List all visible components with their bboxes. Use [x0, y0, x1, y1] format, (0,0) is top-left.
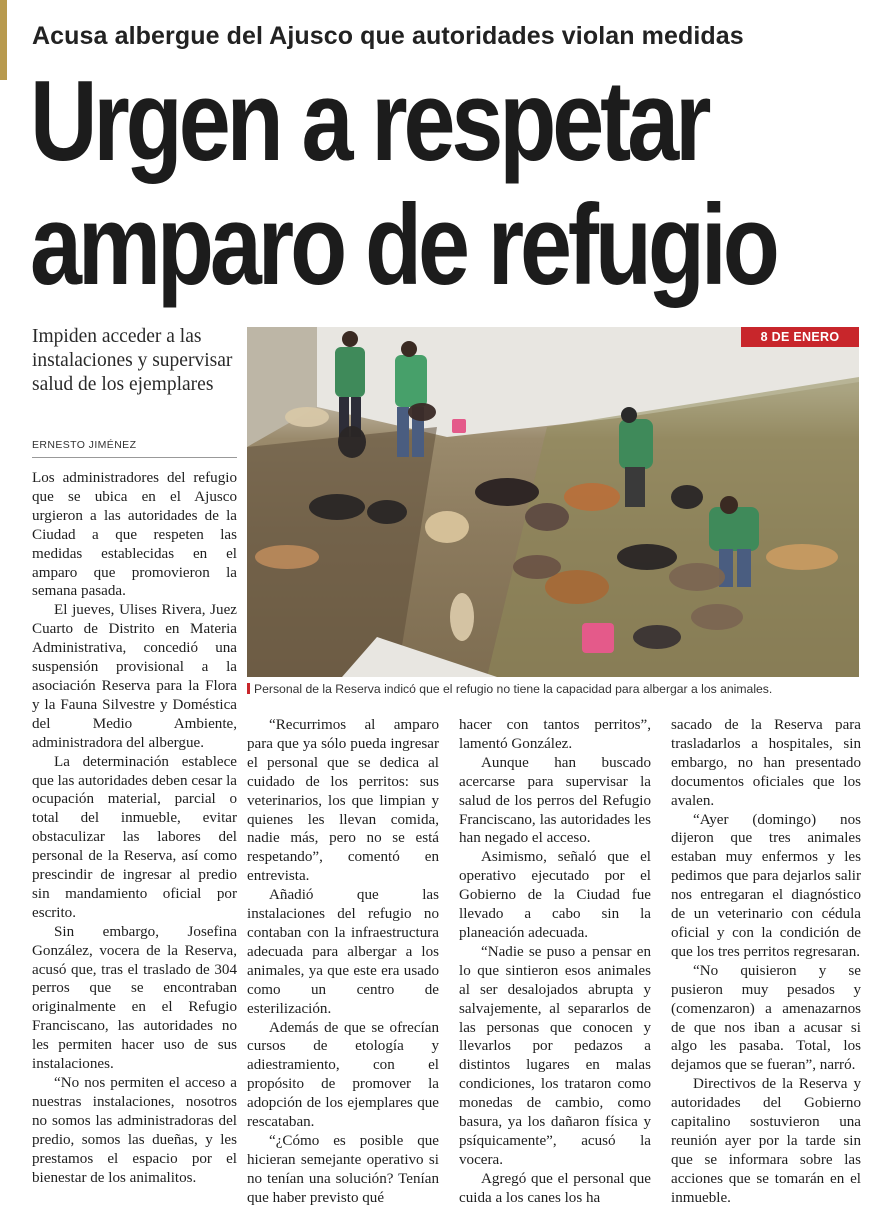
article-column-2: [247, 716, 439, 1208]
paragraph: El jueves, Ulises Rivera, Juez Cuarto de Distrito en Materia Administrativa, concedió una suspensión provisional a la asociación Reserva para la Flora y la Fauna Silvestre y Doméstica del Medio Ambiente, administradora del albergue.: [32, 602, 237, 751]
edge-accent-bar: [0, 0, 7, 80]
photo-illustration: [247, 327, 859, 677]
photo-caption: [247, 682, 867, 696]
date-badge: 8 DE ENERO: [741, 327, 859, 347]
caption-marker: [247, 683, 250, 694]
paragraph: “Ayer (domingo) nos dijeron que tres animales estaban muy enfermos y les pedimos que para dejarlos salir nos entregaran el diagnóstico de un veterinario con cédula oficial y con la condición de que los tres perritos regresaran.: [671, 811, 861, 960]
headline: [30, 58, 776, 309]
paragraph: hacer con tantos perritos”, lamentó González.: [459, 717, 651, 752]
paragraph: Además de que se ofrecían cursos de etología y adiestramiento, con el propósito de promover la adopción de los ejemplares que rescataban.: [247, 1019, 439, 1131]
paragraph: Agregó que el personal que cuida a los canes los ha: [459, 1170, 651, 1206]
paragraph: Sin embargo, Josefina González, vocera de la Reserva, acusó que, tras el traslado de 304 perros que se encontraban originalmente en el Refugio Franciscano, las autoridades no les permiten hacer uso de sus instalaciones.: [32, 923, 237, 1073]
paragraph: “Nadie se puso a pensar en lo que sintieron esos animales al ser desalojados abrupta y salvajemente, al separarlos de las personas que conocen y llevarlos por pedazos a distintos lugares en malas condiciones, los trataron como monedas de cambio, como basura, ya los dañaron física y psíquicamente”, acusó la vocera.: [459, 943, 651, 1168]
paragraph: “¿Cómo es posible que hicieran semejante operativo si no tenían una solución? Tenían que haber previsto qué: [247, 1132, 439, 1206]
bucket: [452, 419, 466, 433]
paragraph: Aunque han buscado acercarse para supervisar la salud de los perros del Refugio Franciscano, las autoridades les han negado el acceso.: [459, 754, 651, 847]
paragraph: sacado de la Reserva para trasladarlos a hospitales, sin embargo, no han presentado documentos oficiales que los avalen.: [671, 717, 861, 809]
bucket: [582, 623, 614, 653]
headline-line-2: amparo de refugio: [30, 182, 776, 309]
paragraph: Asimismo, señaló que el operativo ejecutado por el Gobierno de la Ciudad fue llevado a cabo sin la planeación adecuada.: [459, 849, 651, 941]
paragraph: La determinación establece que las autoridades deben cesar la ocupación material, parcial o total del inmueble, evitar obstaculizar las labores del personal de la Reserva, así como prescindir de ingresar al predio sin mandamiento oficial por escrito.: [32, 753, 237, 921]
article-column-3: [459, 716, 651, 1208]
paragraph: Los administradores del refugio que se ubica en el Ajusco urgieron a las autoridades de la Ciudad a que respeten las medidas establecidas en el amparo que promovieron la semana pasada.: [32, 470, 237, 600]
paragraph: “No quisieron y se pusieron muy pesados y (comenzaron) a amenazarnos de que nos iban a acusar si algo les pasaba. Total, los dejamos que se fueran”, narró.: [671, 962, 861, 1074]
paragraph: “No nos permiten el acceso a nuestras instalaciones, nosotros no somos las administradoras del predio, somos las dueñas, y les prestamos el espacio por el bienestar de los animalitos.: [32, 1075, 237, 1186]
headline-line-1: Urgen a respetar: [30, 58, 708, 185]
paragraph: Directivos de la Reserva y autoridades del Gobierno capitalino sostuvieron una reunión ayer por la tarde sin que se informara sobre las acciones que se tomarán en el inmueble.: [671, 1076, 861, 1206]
paragraph: Añadió que las instalaciones del refugio no contaban con la infraestructura adecuada para albergar a los animales, ya que este era usado como un centro de esterilización.: [247, 887, 439, 1017]
byline: ERNESTO JIMÉNEZ: [32, 439, 237, 458]
paragraph: “Recurrimos al amparo para que ya sólo pueda ingresar el personal que se dedica al cuidado de los perritos: sus veterinarios, los que limpian y quienes les llevan comida, nadie más, pero no se está respetando”, comentó en entrevista.: [247, 717, 439, 885]
kicker: Acusa albergue del Ajusco que autoridades violan medidas: [32, 22, 744, 50]
article-column-1: [32, 469, 237, 1187]
article-column-4: [671, 716, 861, 1208]
subhead: Impiden acceder a las instalaciones y supervisar salud de los ejemplares: [32, 326, 233, 395]
news-photo: [247, 327, 859, 677]
photo-caption-text: Personal de la Reserva indicó que el refugio no tiene la capacidad para albergar a los animales.: [254, 682, 773, 696]
